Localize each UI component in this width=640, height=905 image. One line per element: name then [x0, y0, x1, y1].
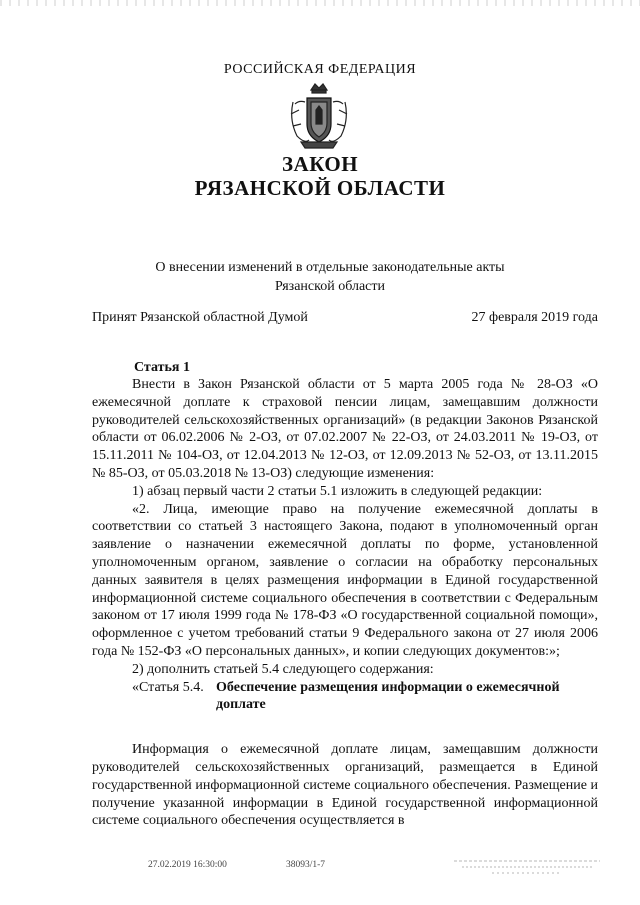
subject-line1: О внесении изменений в отдельные законодательные акты [155, 260, 505, 275]
adoption-date: 27 февраля 2019 года [471, 310, 598, 325]
footer-timestamp: 27.02.2019 16:30:00 [148, 860, 227, 870]
law-title [0, 152, 640, 200]
amendment-quote-1: «2. Лица, имеющие право на получение ежемесячной доплаты в соответствии со статьей 3 настоящего Закона, подают в уполномоченный орган заявление о назначении ежемесячной доплаты по форме, установленной уполномоченным органом, заявление о согласии на обработку персональных данных заявителя в целях размещения информации в Единой государственной информационной системе социального обеспечения в соответствии с Федеральным законом от 17 июля 1999 года № 178-ФЗ «О государственной социальной помощи», оформленное с учетом требований статьи 9 Федерального закона от 27 июля 2006 года № 152-ФЗ «О персональных данных», и копии следующих документов:»; [92, 501, 598, 659]
article-5-4-label: «Статья 5.4. [132, 679, 204, 695]
article-intro: Внести в Закон Рязанской области от 5 марта 2005 года № 28-ОЗ «О ежемесячной доплате к страховой пенсии лицам, замещавшим должности руководителей сельскохозяйственных организаций» (в редакции Законов Рязанской области от 06.02.2006 № 2-ОЗ, от 07.02.2007 № 22-ОЗ, от 24.03.2011 № 19-ОЗ, от 15.11.2011 № 104-ОЗ, от 12.04.2013 № 12-ОЗ, от 12.09.2013 № 52-ОЗ, от 13.11.2015 № 85-ОЗ, от 05.03.2018 № 13-ОЗ) следующие изменения: [92, 377, 598, 481]
law-subject [100, 258, 560, 296]
country-heading: РОССИЙСКАЯ ФЕДЕРАЦИЯ [223, 62, 417, 77]
coat-of-arms-icon [287, 80, 351, 152]
article-heading: Статья 1 [134, 360, 190, 375]
amendment-item-2: 2) дополнить статьей 5.4 следующего содержания: [132, 661, 434, 677]
scan-artifact [0, 0, 640, 6]
footer-doc-number: 38093/1-7 [286, 860, 326, 870]
adopted-by: Принят Рязанской областной Думой [92, 310, 308, 325]
law-title-line1: ЗАКОН [281, 152, 359, 176]
article-body [92, 376, 598, 830]
law-title-line2: РЯЗАНСКОЙ ОБЛАСТИ [194, 176, 446, 200]
amendment-item-1: 1) абзац первый части 2 статьи 5.1 изложить в следующей редакции: [132, 483, 543, 499]
article-5-4-heading [92, 679, 598, 715]
registration-stamp-icon [452, 856, 602, 878]
subject-line2: Рязанской области [274, 279, 386, 294]
article-5-4-title: Обеспечение размещения информации о ежемесячной доплате [216, 679, 560, 713]
article-5-4-text: Информация о ежемесячной доплате лицам, замещавшим должности руководителей сельскохозяйственных организаций, размещается в Единой государственной информационной системе социального обеспечения. Размещение и получение указанной информации в Единой государственной информационной системе социального обеспечения осуществляется в [92, 742, 598, 829]
